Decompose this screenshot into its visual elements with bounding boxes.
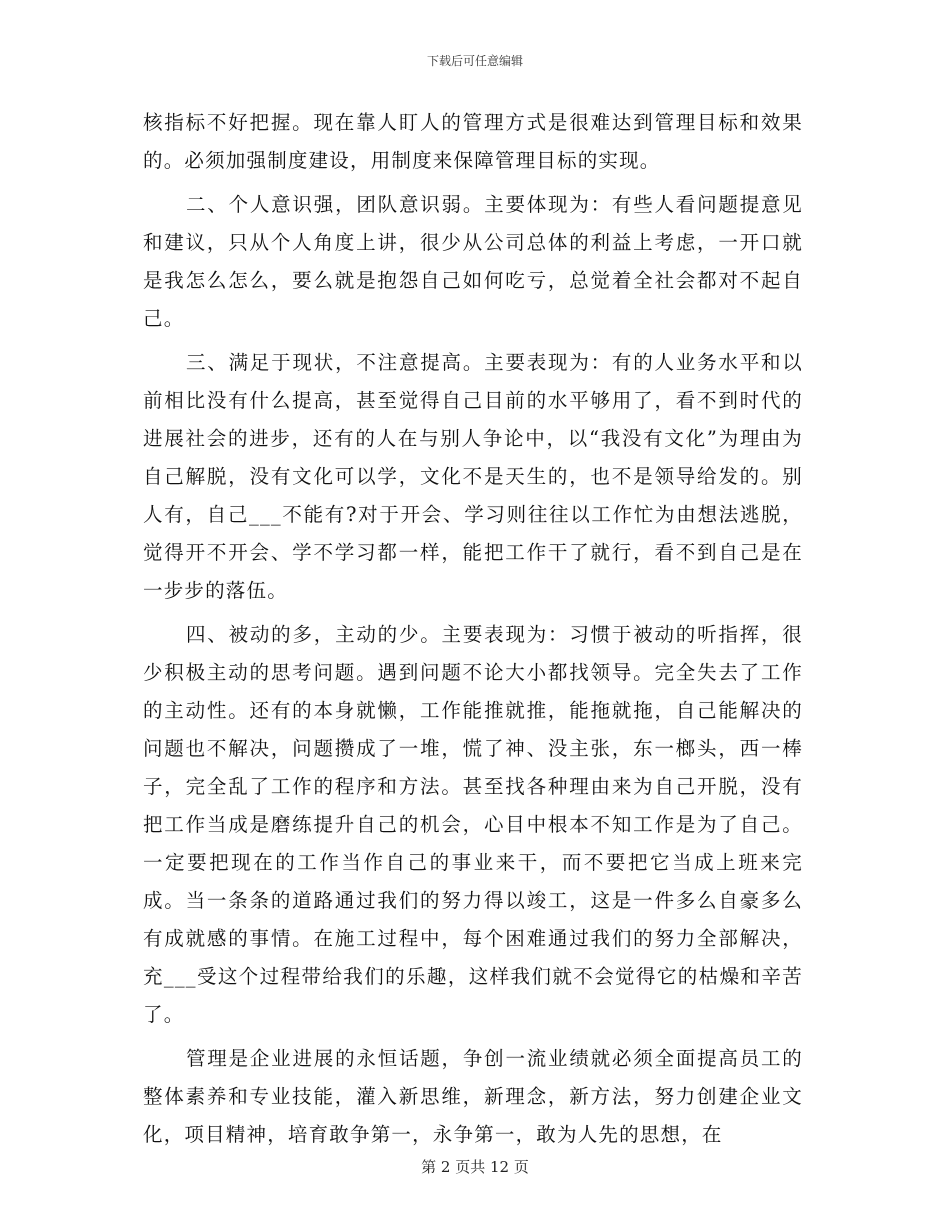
paragraph-3: 三、满足于现状，不注意提高。主要表现为：有的人业务水平和以前相比没有什么提高，甚至觉得自己目前的水平够用了，看不到时代的进展社会的进步，还有的人在与别人争论中，以“我没有文化”为理由为自己解脱，没有文化可以学，文化不是天生的，也不是领导给发的。别人有，自己___不能有?对于开会、学习则往往以工作忙为由想法逃脱，觉得开不开会、学不学习都一样，能把工作干了就行，看不到自己是在一步步的落伍。: [143, 351, 803, 602]
paragraph-4: 四、被动的多，主动的少。主要表现为：习惯于被动的听指挥，很少积极主动的思考问题。遇到问题不论大小都找领导。完全失去了工作的主动性。还有的本身就懒，工作能推就推，能拖就拖，自己能解决的问题也不解决，问题攒成了一堆，慌了神、没主张，东一榔头，西一棒子，完全乱了工作的程序和方法。甚至找各种理由来为自己开脱，没有把工作当成是磨练提升自己的机会，心目中根本不知工作是为了自己。一定要把现在的工作当作自己的事业来干，而不要把它当成上班来完成。当一条条的道路通过我们的努力得以竣工，这是一件多么自豪多么有成就感的事情。在施工过程中，每个困难通过我们的努力全部解决，充___受这个过程带给我们的乐趣，这样我们就不会觉得它的枯燥和辛苦了。: [143, 623, 803, 1026]
paragraph-5: 管理是企业进展的永恒话题，争创一流业绩就必须全面提高员工的整体素养和专业技能，灌入新思维，新理念，新方法，努力创建企业文化，项目精神，培育敢争第一，永争第一，敢为人先的思想，在: [143, 1047, 803, 1146]
page-header: 下载后可任意编辑: [426, 54, 523, 68]
page-footer: 第 2 页共 12 页: [421, 1158, 529, 1176]
document-body: [143, 104, 803, 1160]
paragraph-2: 二、个人意识强，团队意识弱。主要体现为：有些人看问题提意见和建议，只从个人角度上讲，很少从公司总体的利益上考虑，一开口就是我怎么怎么，要么就是抱怨自己如何吃亏，总觉着全社会都对不起自己。: [143, 193, 803, 330]
paragraph-1: 核指标不好把握。现在靠人盯人的管理方式是很难达到管理目标和效果的。必须加强制度建设，用制度来保障管理目标的实现。: [143, 111, 803, 172]
